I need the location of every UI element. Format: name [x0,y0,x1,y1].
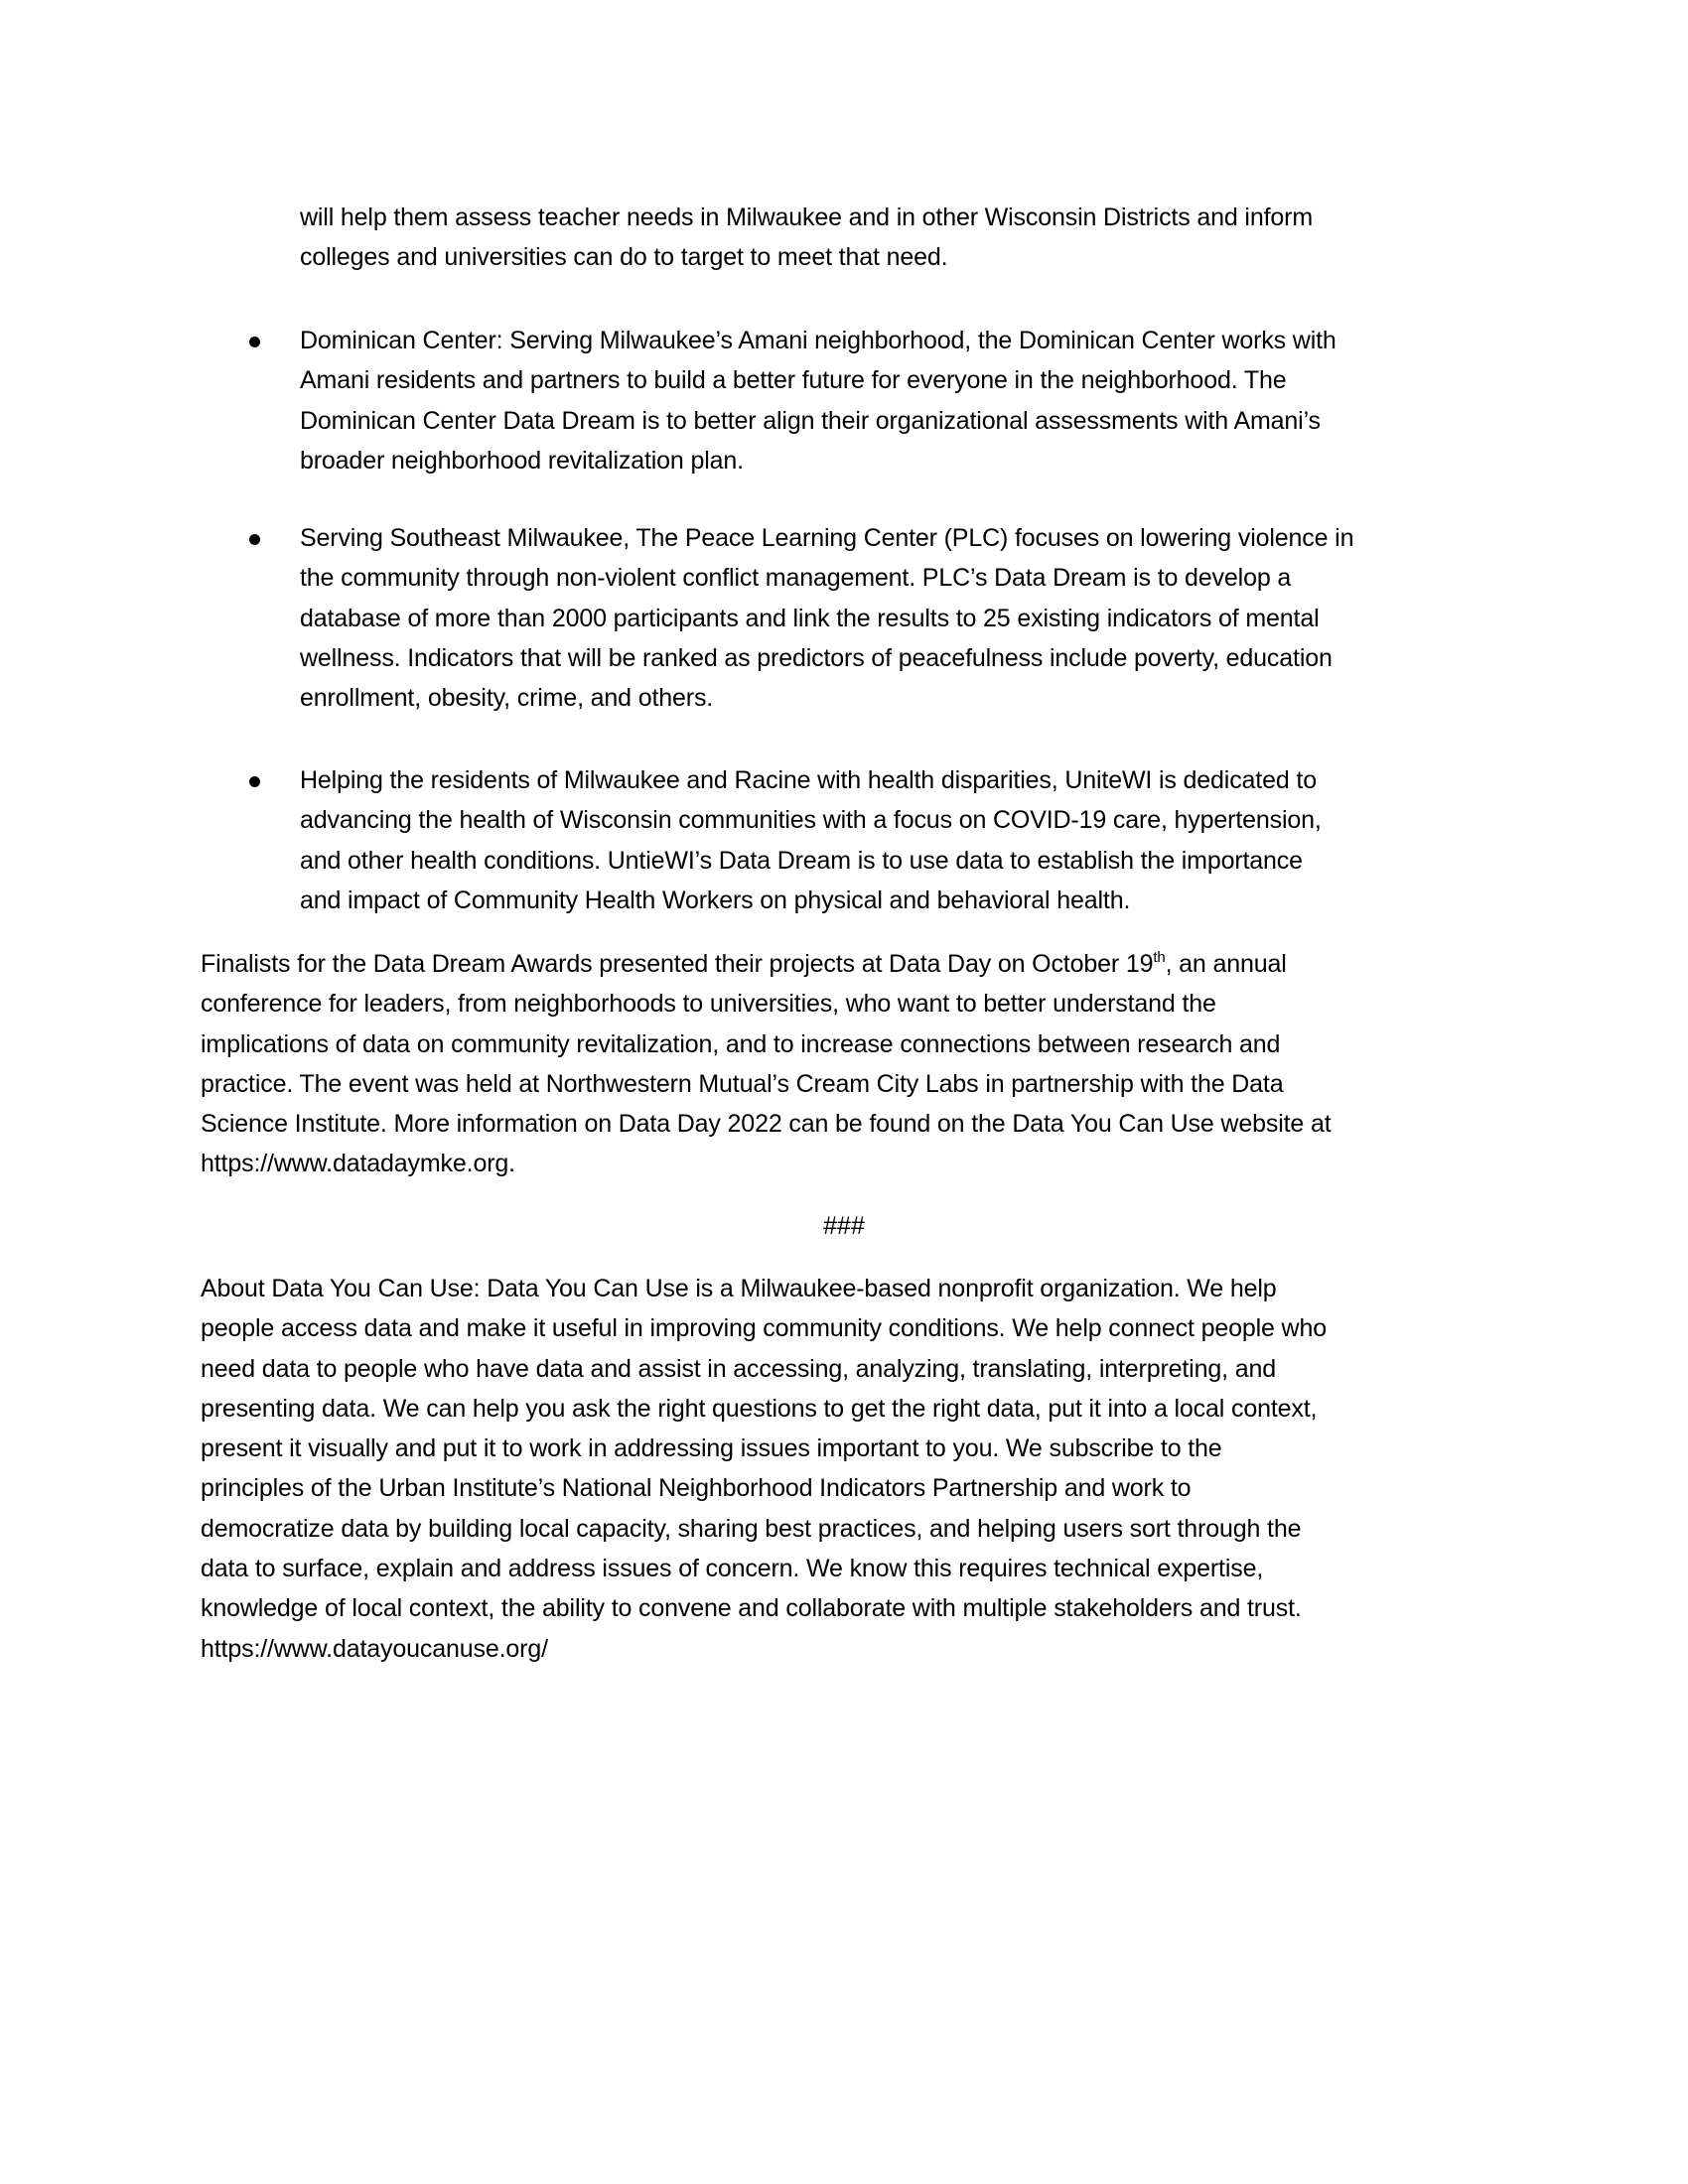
text-line: Serving Southeast Milwaukee, The Peace Learning Center (PLC) focuses on lowering violence in [300,524,1354,552]
text-segment: , an annual [1165,950,1287,978]
bullet-item-peace-learning-center [300,518,1353,718]
text-line: people access data and make it useful in improving community conditions. We help connect people who [201,1314,1327,1343]
bullet-icon [249,776,260,787]
text-line: knowledge of local context, the ability to convene and collaborate with multiple stakeholders and trust. [201,1594,1302,1623]
text-line: database of more than 2000 participants and link the results to 25 existing indicators of mental [300,604,1320,632]
text-line: principles of the Urban Institute’s National Neighborhood Indicators Partnership and work to [201,1474,1192,1503]
text-line: data to surface, explain and address issues of concern. We know this requires technical expertise, [201,1555,1264,1583]
about-paragraph [201,1269,1327,1669]
text-line [201,944,1332,984]
text-line: Helping the residents of Milwaukee and Racine with health disparities, UniteWI is dedicated to [300,766,1317,794]
text-line: conference for leaders, from neighborhoods to universities, who want to better understand the [201,990,1216,1019]
website-link-text: https://www.datayoucanuse.org/ [201,1634,548,1663]
continuation-paragraph [300,198,1313,278]
text-line: Dominican Center Data Dream is to better align their organizational assessments with Amani’s [300,406,1321,435]
text-line: advancing the health of Wisconsin communities with a focus on COVID-19 care, hypertension, [300,806,1322,835]
text-line: implications of data on community revitalization, and to increase connections between research and [201,1029,1281,1058]
text-line: About Data You Can Use: Data You Can Use is a Milwaukee-based nonprofit organization. We help [201,1275,1277,1302]
text-line: the community through non-violent conflict management. PLC’s Data Dream is to develop a [300,564,1292,593]
text-line: Science Institute. More information on Data Day 2022 can be found on the Data You Can Use website at [201,1110,1332,1139]
text-line: and other health conditions. UntieWI’s Data Dream is to use data to establish the importance [300,846,1303,875]
text-line: colleges and universities can do to target to meet that need. [300,243,948,272]
text-line: wellness. Indicators that will be ranked as predictors of peacefulness include poverty, education [300,643,1333,672]
bullet-icon [249,534,260,545]
text-line: broader neighborhood revitalization plan. [300,446,744,475]
text-line: practice. The event was held at Northwestern Mutual’s Cream City Labs in partnership with the Data [201,1069,1284,1098]
text-line: presenting data. We can help you ask the right questions to get the right data, put it into a local context, [201,1394,1318,1423]
text-line: democratize data by building local capacity, sharing best practices, and helping users sort through the [201,1514,1302,1543]
text-line: need data to people who have data and assist in accessing, analyzing, translating, interpreting, and [201,1354,1276,1383]
text-segment: Finalists for the Data Dream Awards presented their projects at Data Day on October 19 [201,950,1154,978]
bullet-item-unitewi [300,760,1322,920]
bullet-icon [249,337,260,347]
text-line: Amani residents and partners to build a better future for everyone in the neighborhood. The [300,366,1287,395]
text-line: enrollment, obesity, crime, and others. [300,684,714,713]
text-line: will help them assess teacher needs in Milwaukee and in other Wisconsin Districts and inform [300,204,1313,231]
text-line: https://www.datadaymke.org. [201,1150,515,1178]
text-line: present it visually and put it to work in addressing issues important to you. We subscribe to the [201,1434,1222,1463]
section-separator: ### [823,1212,865,1240]
finalists-paragraph [201,944,1332,1184]
ordinal-superscript: th [1153,949,1166,966]
text-line: and impact of Community Health Workers on physical and behavioral health. [300,886,1131,914]
text-line: Dominican Center: Serving Milwaukee’s Amani neighborhood, the Dominican Center works with [300,327,1336,354]
bullet-item-dominican-center [300,321,1336,480]
